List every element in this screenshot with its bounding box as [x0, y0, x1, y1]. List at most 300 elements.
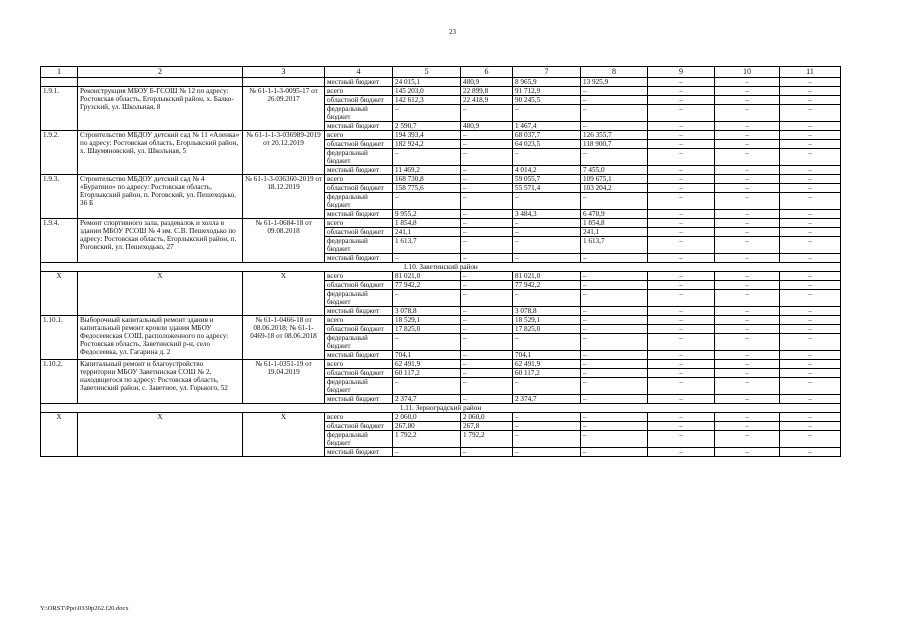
- budget-kind: федеральный бюджет: [325, 378, 393, 395]
- cell-value: –: [461, 149, 513, 166]
- budget-kind: всего: [325, 413, 393, 422]
- table-body: [41, 67, 841, 457]
- cell-value: –: [715, 237, 780, 254]
- table-row: [41, 413, 841, 422]
- cell-value: –: [581, 413, 648, 422]
- budget-kind: федеральный бюджет: [325, 334, 393, 351]
- cell-kind: местный бюджет: [325, 78, 393, 87]
- cell-value: –: [715, 149, 780, 166]
- budget-kind: местный бюджет: [325, 448, 393, 457]
- cell-value: 2 374,7: [513, 395, 581, 404]
- table-row: [41, 87, 841, 96]
- cell-value: –: [648, 448, 715, 457]
- cell-value: 13 925,9: [581, 78, 648, 87]
- cell-value: 60 117,2: [393, 369, 461, 378]
- cell-value: –: [648, 96, 715, 105]
- cell-value: –: [581, 448, 648, 457]
- cell-value: –: [461, 175, 513, 184]
- table-row: [41, 272, 841, 281]
- cell-value: –: [461, 281, 513, 290]
- cell-value: 704,1: [393, 351, 461, 360]
- cell-value: –: [780, 237, 841, 254]
- cell-value: 3 078,8: [393, 307, 461, 316]
- cell-value: 3 484,3: [513, 210, 581, 219]
- cell-value: –: [715, 175, 780, 184]
- cell-value: 55 571,4: [513, 184, 581, 193]
- cell-value: –: [461, 140, 513, 149]
- cell-value: –: [581, 334, 648, 351]
- cell-value: 241,1: [581, 228, 648, 237]
- item-number: 1.10.1.: [41, 316, 78, 360]
- item-document: № 61-1-0466-18 от 08.06.2018; № 61-1-0469-18 от 08.06.2018: [243, 316, 325, 360]
- cell-value: –: [393, 105, 461, 122]
- cell-value: –: [715, 131, 780, 140]
- cell-value: –: [513, 290, 581, 307]
- cell-value: –: [780, 272, 841, 281]
- cell-value: –: [513, 431, 581, 448]
- cell-value: –: [461, 228, 513, 237]
- cell-value: –: [715, 360, 780, 369]
- budget-kind: областной бюджет: [325, 325, 393, 334]
- cell-value: –: [715, 193, 780, 210]
- cell-doc: [243, 78, 325, 87]
- cell-value: –: [461, 193, 513, 210]
- cell-value: 267,8: [461, 422, 513, 431]
- cell-value: 2 590,7: [393, 122, 461, 131]
- file-path-footer: Y:\ORST\Ppo\0330p262.f20.docx: [40, 605, 129, 612]
- cell-value: –: [780, 290, 841, 307]
- cell-value: –: [513, 422, 581, 431]
- cell-value: –: [393, 149, 461, 166]
- cell-value: 194 393,4: [393, 131, 461, 140]
- cell-value: –: [780, 228, 841, 237]
- cell-value: 168 730,8: [393, 175, 461, 184]
- cell-value: –: [715, 210, 780, 219]
- cell-value: –: [715, 431, 780, 448]
- cell-value: –: [461, 254, 513, 263]
- cell-value: 91 712,9: [513, 87, 581, 96]
- cell-value: –: [715, 105, 780, 122]
- cell-value: –: [581, 281, 648, 290]
- cell-value: –: [715, 413, 780, 422]
- cell-value: 704,1: [513, 351, 581, 360]
- budget-kind: всего: [325, 131, 393, 140]
- cell-value: –: [648, 290, 715, 307]
- cell-value: 1 613,7: [581, 237, 648, 254]
- cell-value: –: [715, 395, 780, 404]
- cell-value: –: [715, 140, 780, 149]
- cell-value: –: [513, 448, 581, 457]
- cell-value: –: [715, 122, 780, 131]
- page-number: 23: [449, 28, 456, 36]
- cell-value: 17 825,0: [513, 325, 581, 334]
- cell-value: 64 023,5: [513, 140, 581, 149]
- cell-value: 182 924,2: [393, 140, 461, 149]
- cell-value: 9 955,2: [393, 210, 461, 219]
- cell-value: –: [648, 316, 715, 325]
- budget-kind: всего: [325, 272, 393, 281]
- cell-value: –: [581, 422, 648, 431]
- section-row: [41, 263, 841, 272]
- budget-kind: федеральный бюджет: [325, 105, 393, 122]
- cell-value: 62 491,9: [513, 360, 581, 369]
- cell-value: –: [780, 166, 841, 175]
- cell-value: –: [513, 254, 581, 263]
- header-cell: 6: [461, 67, 513, 78]
- cell-value: –: [581, 378, 648, 395]
- cell-value: –: [648, 131, 715, 140]
- cell-value: –: [461, 369, 513, 378]
- budget-kind: местный бюджет: [325, 166, 393, 175]
- cell-value: –: [461, 237, 513, 254]
- cell-value: 1 613,7: [393, 237, 461, 254]
- cell-value: –: [581, 316, 648, 325]
- cell-value: –: [780, 334, 841, 351]
- cell-value: –: [581, 254, 648, 263]
- table-row: [41, 131, 841, 140]
- cell-value: 103 204,2: [581, 184, 648, 193]
- cell-value: 60 117,2: [513, 369, 581, 378]
- cell-value: –: [715, 219, 780, 228]
- item-number: X: [41, 272, 78, 316]
- cell-value: –: [461, 325, 513, 334]
- cell-value: 158 775,6: [393, 184, 461, 193]
- cell-value: –: [393, 378, 461, 395]
- cell-value: –: [513, 193, 581, 210]
- item-document: № 61-1-1-3-0095-17 от 26.09.2017: [243, 87, 325, 131]
- cell-value: 1 792,2: [461, 431, 513, 448]
- item-number: 1.9.1.: [41, 87, 78, 131]
- cell-value: –: [648, 122, 715, 131]
- budget-kind: федеральный бюджет: [325, 290, 393, 307]
- cell-value: 59 055,7: [513, 175, 581, 184]
- budget-kind: областной бюджет: [325, 281, 393, 290]
- cell-value: –: [461, 316, 513, 325]
- cell-value: –: [461, 272, 513, 281]
- cell-value: –: [461, 448, 513, 457]
- header-row: [41, 67, 841, 78]
- cell-value: –: [715, 281, 780, 290]
- budget-kind: всего: [325, 316, 393, 325]
- cell-value: –: [648, 413, 715, 422]
- cell-value: –: [715, 307, 780, 316]
- cell-value: 142 612,3: [393, 96, 461, 105]
- cell-value: –: [581, 272, 648, 281]
- cell-value: 18 529,1: [393, 316, 461, 325]
- cell-value: –: [780, 448, 841, 457]
- budget-kind: местный бюджет: [325, 254, 393, 263]
- cell-value: 17 825,0: [393, 325, 461, 334]
- item-document: № 61-1-3-036360-2019 от 18.12.2019: [243, 175, 325, 219]
- cell-value: 77 942,2: [393, 281, 461, 290]
- cell-value: –: [780, 378, 841, 395]
- cell-value: 90 245,5: [513, 96, 581, 105]
- cell-value: –: [581, 87, 648, 96]
- cell-value: –: [513, 105, 581, 122]
- cell-value: –: [780, 219, 841, 228]
- cell-value: –: [780, 281, 841, 290]
- item-document: № 61-1-0351-19 от 19.04.2019: [243, 360, 325, 404]
- item-name: Реконструкция МБОУ Б-ГСОШ № 12 по адресу: Ростовская область, Егорлыкский район, х. Балко-Грузский, ул. Школьная, 8: [78, 87, 243, 131]
- cell-value: 7 455,0: [581, 166, 648, 175]
- cell-value: –: [461, 105, 513, 122]
- cell-value: –: [780, 395, 841, 404]
- cell-value: –: [715, 78, 780, 87]
- cell-value: –: [581, 193, 648, 210]
- cell-value: –: [393, 193, 461, 210]
- cell-value: 6 470,9: [581, 210, 648, 219]
- cell-value: 480,9: [461, 78, 513, 87]
- header-cell: 3: [243, 67, 325, 78]
- cell-value: –: [648, 78, 715, 87]
- cell-value: –: [648, 210, 715, 219]
- cell-value: –: [461, 219, 513, 228]
- cell-value: 8 965,9: [513, 78, 581, 87]
- cell-value: –: [648, 378, 715, 395]
- table-row: [41, 316, 841, 325]
- cell-value: 4 014,2: [513, 166, 581, 175]
- cell-value: –: [780, 325, 841, 334]
- cell-value: –: [461, 378, 513, 395]
- budget-table: [40, 66, 841, 457]
- budget-kind: федеральный бюджет: [325, 237, 393, 254]
- cell-value: –: [461, 395, 513, 404]
- cell-value: –: [461, 290, 513, 307]
- budget-kind: областной бюджет: [325, 96, 393, 105]
- cell-value: 68 037,7: [513, 131, 581, 140]
- cell-value: –: [648, 237, 715, 254]
- cell-value: 1 467,4: [513, 122, 581, 131]
- cell-value: –: [648, 166, 715, 175]
- cell-value: –: [461, 131, 513, 140]
- cell-value: –: [461, 351, 513, 360]
- cell-value: –: [648, 334, 715, 351]
- cell-value: –: [715, 316, 780, 325]
- cell-value: –: [780, 351, 841, 360]
- budget-kind: всего: [325, 360, 393, 369]
- cell-value: –: [513, 378, 581, 395]
- section-title: 1.10. Заветинский район: [41, 263, 841, 272]
- cell-value: 62 491,9: [393, 360, 461, 369]
- cell-value: –: [648, 184, 715, 193]
- cell-value: 81 021,0: [393, 272, 461, 281]
- cell-value: –: [715, 272, 780, 281]
- cell-value: 1 792,2: [393, 431, 461, 448]
- item-name: X: [78, 272, 243, 316]
- table-row: [41, 219, 841, 228]
- cell-value: –: [581, 96, 648, 105]
- item-name: Строительство МБДОУ детский сад № 4 «Буратино» по адресу: Ростовская область, Егорлыкский район, п. Роговский, ул. Пешеходько, 36 Б: [78, 175, 243, 219]
- item-name: Строительство МБДОУ детский сад № 11 «Аленка» по адресу: Ростовская область, Егорлыкский район, х. Шаумяновский, ул. Школьная, 5: [78, 131, 243, 175]
- budget-kind: федеральный бюджет: [325, 149, 393, 166]
- item-document: X: [243, 272, 325, 316]
- budget-kind: областной бюджет: [325, 422, 393, 431]
- cell-value: –: [513, 413, 581, 422]
- cell-value: –: [461, 334, 513, 351]
- budget-kind: областной бюджет: [325, 140, 393, 149]
- cell-value: 241,1: [393, 228, 461, 237]
- cell-value: –: [780, 307, 841, 316]
- cell-value: –: [715, 325, 780, 334]
- cell-value: 2 060,0: [393, 413, 461, 422]
- cell-value: –: [780, 254, 841, 263]
- header-cell: 2: [78, 67, 243, 78]
- header-cell: 4: [325, 67, 393, 78]
- cell-value: –: [461, 210, 513, 219]
- header-cell: 8: [581, 67, 648, 78]
- budget-kind: всего: [325, 175, 393, 184]
- cell-value: –: [780, 193, 841, 210]
- cell-value: –: [648, 395, 715, 404]
- cell-value: –: [780, 140, 841, 149]
- cell-value: –: [648, 175, 715, 184]
- cell-value: –: [648, 281, 715, 290]
- cell-value: –: [461, 307, 513, 316]
- cell-value: 18 529,1: [513, 316, 581, 325]
- item-document: X: [243, 413, 325, 457]
- budget-kind: федеральный бюджет: [325, 193, 393, 210]
- header-cell: 11: [780, 67, 841, 78]
- cell-value: –: [648, 140, 715, 149]
- cell-value: –: [648, 87, 715, 96]
- cell-value: –: [780, 175, 841, 184]
- cell-value: –: [513, 149, 581, 166]
- cell-value: –: [780, 422, 841, 431]
- cell-value: –: [715, 351, 780, 360]
- table-row: [41, 175, 841, 184]
- cell-value: –: [393, 254, 461, 263]
- cell-value: –: [581, 105, 648, 122]
- cell-value: 118 900,7: [581, 140, 648, 149]
- cell-value: –: [461, 184, 513, 193]
- budget-kind: федеральный бюджет: [325, 431, 393, 448]
- item-number: 1.9.4.: [41, 219, 78, 263]
- cell-value: –: [581, 122, 648, 131]
- cell-value: 77 942,2: [513, 281, 581, 290]
- cell-num: [41, 78, 78, 87]
- item-number: 1.9.2.: [41, 131, 78, 175]
- cell-value: –: [780, 131, 841, 140]
- cell-value: –: [581, 369, 648, 378]
- cell-value: –: [648, 351, 715, 360]
- cell-value: –: [715, 378, 780, 395]
- cell-value: –: [715, 87, 780, 96]
- cell-value: –: [581, 395, 648, 404]
- cell-value: –: [461, 166, 513, 175]
- item-name: Выборочный капитальный ремонт здания и капитальный ремонт кровли здания МБОУ Федосеевская СОШ, расположенного по адресу: Ростовская область, Заветинский р-н, село Федосеевка, ул. Гагарина д. 2: [78, 316, 243, 360]
- budget-kind: областной бюджет: [325, 369, 393, 378]
- cell-value: 81 021,0: [513, 272, 581, 281]
- cell-value: –: [780, 149, 841, 166]
- cell-value: 1 854,8: [393, 219, 461, 228]
- cell-value: –: [715, 448, 780, 457]
- cell-value: –: [513, 219, 581, 228]
- item-document: № 61-1-1-3-036989-2019 от 20.12.2019: [243, 131, 325, 175]
- cell-value: –: [393, 448, 461, 457]
- cell-value: –: [581, 351, 648, 360]
- cell-value: 22 418,9: [461, 96, 513, 105]
- cell-value: 3 078,8: [513, 307, 581, 316]
- cell-value: –: [780, 184, 841, 193]
- cell-value: –: [648, 254, 715, 263]
- cell-value: –: [513, 334, 581, 351]
- cell-value: –: [780, 87, 841, 96]
- cell-value: –: [393, 334, 461, 351]
- cell-value: –: [648, 219, 715, 228]
- cell-value: 11 469,2: [393, 166, 461, 175]
- cell-value: 1 854,8: [581, 219, 648, 228]
- budget-kind: областной бюджет: [325, 184, 393, 193]
- header-cell: 10: [715, 67, 780, 78]
- cell-value: –: [780, 122, 841, 131]
- cell-value: –: [715, 228, 780, 237]
- cell-value: –: [780, 431, 841, 448]
- item-number: 1.10.2.: [41, 360, 78, 404]
- cell-value: –: [461, 360, 513, 369]
- header-cell: 9: [648, 67, 715, 78]
- cell-value: –: [581, 149, 648, 166]
- cell-value: –: [780, 105, 841, 122]
- cell-value: 2 374,7: [393, 395, 461, 404]
- cell-value: –: [780, 96, 841, 105]
- budget-kind: всего: [325, 219, 393, 228]
- cell-value: –: [715, 254, 780, 263]
- header-cell: 5: [393, 67, 461, 78]
- budget-kind: местный бюджет: [325, 307, 393, 316]
- cell-value: –: [715, 184, 780, 193]
- cell-value: –: [648, 307, 715, 316]
- cell-value: –: [513, 237, 581, 254]
- cell-value: –: [780, 369, 841, 378]
- cell-value: –: [393, 290, 461, 307]
- cell-value: –: [715, 334, 780, 351]
- cell-value: –: [648, 360, 715, 369]
- cell-value: –: [648, 431, 715, 448]
- cell-value: 267,80: [393, 422, 461, 431]
- cell-value: –: [715, 290, 780, 307]
- cell-value: –: [648, 272, 715, 281]
- cell-value: 22 899,8: [461, 87, 513, 96]
- cell-value: 480,9: [461, 122, 513, 131]
- table-row: [41, 360, 841, 369]
- section-row: [41, 404, 841, 413]
- cell-value: –: [715, 422, 780, 431]
- cell-value: –: [715, 369, 780, 378]
- item-number: X: [41, 413, 78, 457]
- cell-value: –: [581, 360, 648, 369]
- budget-kind: областной бюджет: [325, 228, 393, 237]
- cell-value: –: [513, 228, 581, 237]
- section-title: 1.11. Зерноградский район: [41, 404, 841, 413]
- cell-value: 145 203,0: [393, 87, 461, 96]
- cell-value: –: [648, 193, 715, 210]
- cell-value: 2 060,0: [461, 413, 513, 422]
- item-name: X: [78, 413, 243, 457]
- cell-value: –: [648, 422, 715, 431]
- header-cell: 7: [513, 67, 581, 78]
- cell-value: –: [780, 413, 841, 422]
- table-row: [41, 78, 841, 87]
- cell-value: –: [780, 316, 841, 325]
- cell-value: –: [648, 149, 715, 166]
- item-name: Ремонт спортивного зала, раздевалок и холла в здании МБОУ РСОШ № 4 им. С.В. Пешеходько по адресу: Ростовская область, Егорлыкский район, п. Роговский, ул. Пешеходько, 27: [78, 219, 243, 263]
- cell-value: 109 675,1: [581, 175, 648, 184]
- budget-kind: местный бюджет: [325, 122, 393, 131]
- cell-value: 126 355,7: [581, 131, 648, 140]
- cell-value: –: [780, 210, 841, 219]
- cell-value: –: [780, 78, 841, 87]
- cell-value: –: [581, 325, 648, 334]
